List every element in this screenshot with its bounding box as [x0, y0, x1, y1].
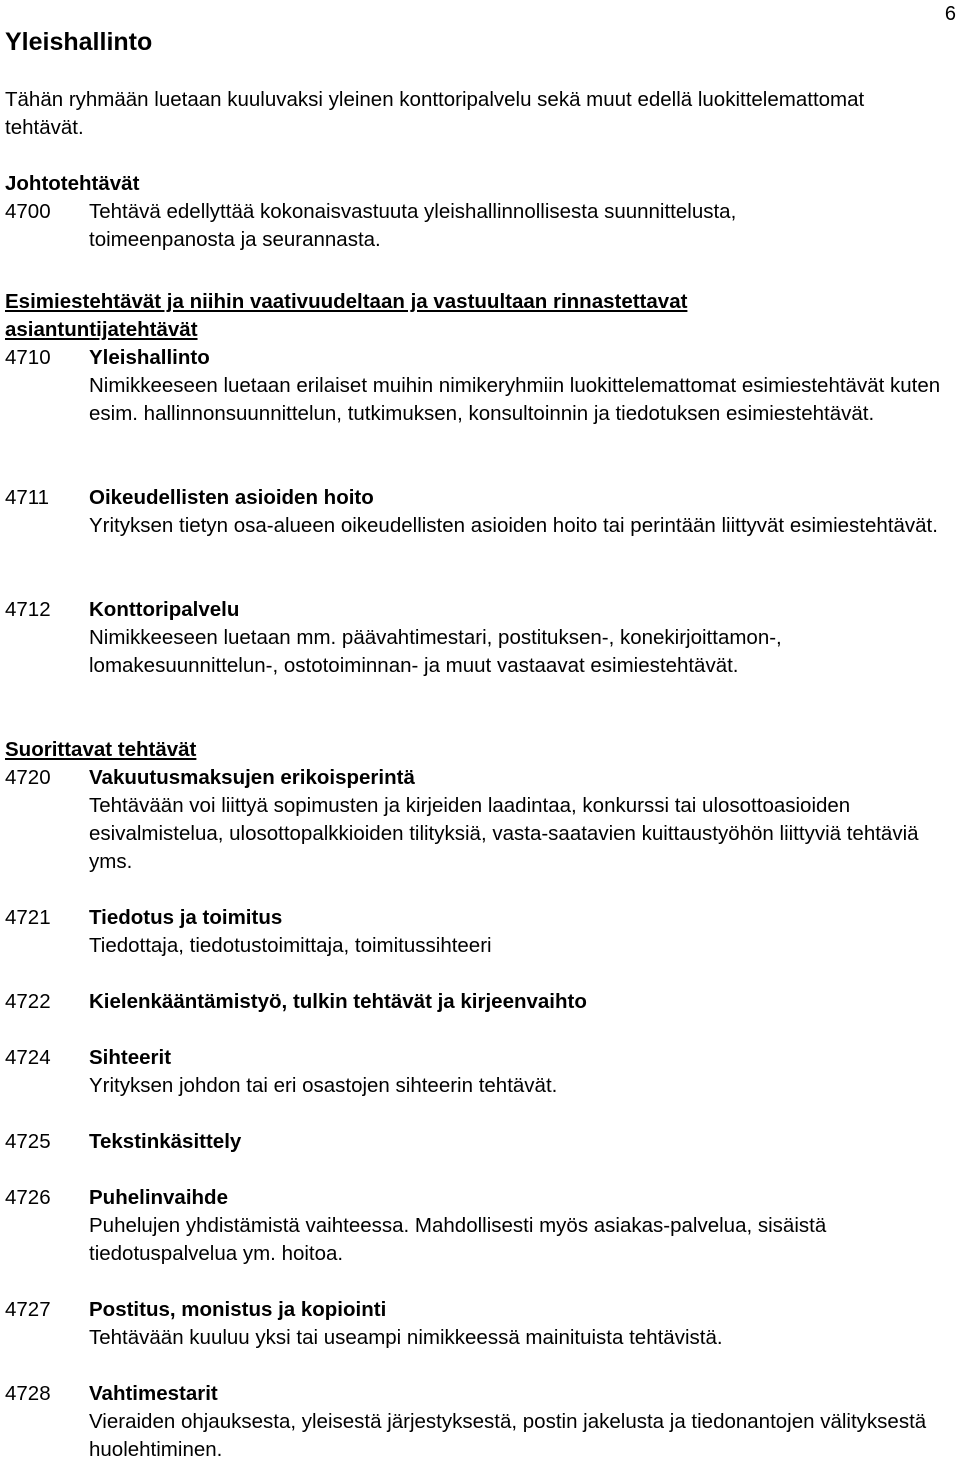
entry-title: Tekstinkäsittely — [89, 1130, 242, 1153]
entry-4724 — [5, 1044, 955, 1100]
section-supervisory-cont-1 — [5, 484, 955, 540]
entry-description: Tehtävään kuuluu yksi tai useampi nimikkeessä mainituista tehtävistä. — [89, 1326, 723, 1349]
entry-code: 4724 — [5, 1046, 51, 1069]
entry-title: Puhelinvaihde — [89, 1186, 228, 1209]
entry-title: Postitus, monistus ja kopiointi — [89, 1298, 387, 1321]
page-title: Yleishallinto — [5, 28, 153, 56]
section-operational — [5, 736, 955, 876]
entry-code: 4720 — [5, 766, 51, 789]
entry-body — [89, 988, 955, 1016]
entry-code: 4721 — [5, 906, 51, 929]
entry-title: Konttoripalvelu — [89, 598, 240, 621]
entry-body — [89, 1128, 955, 1156]
entry-title: Vakuutusmaksujen erikoisperintä — [89, 766, 415, 789]
entry-4727 — [5, 1296, 955, 1352]
entry-4700 — [5, 198, 955, 254]
entry-body — [89, 904, 955, 960]
section-heading-management: Johtotehtävät — [5, 172, 140, 195]
entry-wrap-4724 — [5, 1044, 955, 1100]
entry-description: Nimikkeeseen luetaan mm. päävahtimestari, postituksen-, konekirjoittamon-, lomakesuunnittelun-, ostotoiminnan- ja muut vastaavat esimiestehtävät. — [89, 626, 782, 677]
entry-title: Oikeudellisten asioiden hoito — [89, 486, 374, 509]
entry-code: 4722 — [5, 990, 51, 1013]
entry-title: Yleishallinto — [89, 346, 210, 369]
entry-description: Vieraiden ohjauksesta, yleisestä järjestyksestä, postin jakelusta ja tiedonantojen välityksestä huolehtiminen. — [89, 1410, 927, 1461]
entry-description: Tehtävään voi liittyä sopimusten ja kirjeiden laadintaa, konkurssi tai ulosottoasioiden esivalmistelua, ulosottopalkkioiden tilityksiä, vasta-saatavien kuittaustyöhön liittyviä tehtäviä yms. — [89, 794, 919, 873]
entry-4711 — [5, 484, 955, 540]
entry-title: Tiedotus ja toimitus — [89, 906, 283, 929]
entry-4721 — [5, 904, 955, 960]
section-heading-supervisory: Esimiestehtävät ja niihin vaativuudeltaan ja vastuultaan rinnastettavat asiantuntijatehtävät — [5, 290, 688, 341]
page-number: 6 — [944, 3, 956, 25]
entry-4728 — [5, 1380, 955, 1464]
section-management — [5, 170, 955, 254]
entry-title: Kielenkääntämistyö, tulkin tehtävät ja kirjeenvaihto — [89, 990, 587, 1013]
entry-body — [89, 1296, 955, 1352]
entry-wrap-4726 — [5, 1184, 955, 1268]
entry-code: 4712 — [5, 598, 51, 621]
section-supervisory-cont-2 — [5, 596, 955, 680]
entry-body — [89, 198, 955, 254]
entry-4722 — [5, 988, 955, 1016]
entry-wrap-4725 — [5, 1128, 955, 1156]
entry-4710 — [5, 344, 955, 428]
entry-body — [89, 764, 955, 876]
entry-body — [89, 1044, 955, 1100]
intro-paragraph: Tähän ryhmään luetaan kuuluvaksi yleinen konttoripalvelu sekä muut edellä luokittelemattomat tehtävät. — [5, 88, 865, 139]
entry-body — [89, 1380, 955, 1464]
entry-code: 4700 — [5, 200, 51, 223]
entry-4720 — [5, 764, 955, 876]
entry-description: Tiedottaja, tiedotustoimittaja, toimitussihteeri — [89, 934, 492, 957]
entry-wrap-4721 — [5, 904, 955, 960]
entry-code: 4710 — [5, 346, 51, 369]
entry-code: 4727 — [5, 1298, 51, 1321]
entry-code: 4726 — [5, 1186, 51, 1209]
entry-title: Sihteerit — [89, 1046, 172, 1069]
entry-4726 — [5, 1184, 955, 1268]
entry-body — [89, 484, 955, 540]
entry-description: Yrityksen tietyn osa-alueen oikeudellisten asioiden hoito tai perintään liittyvät esimiestehtävät. — [89, 514, 938, 537]
entry-code: 4725 — [5, 1130, 51, 1153]
entry-body — [89, 596, 955, 680]
entry-title: Vahtimestarit — [89, 1382, 218, 1405]
entry-code: 4711 — [5, 486, 50, 509]
entry-code: 4728 — [5, 1382, 51, 1405]
section-heading-operational: Suorittavat tehtävät — [5, 738, 197, 761]
entry-4725 — [5, 1128, 955, 1156]
entry-wrap-4728 — [5, 1380, 955, 1464]
entry-description: Nimikkeeseen luetaan erilaiset muihin nimikeryhmiin luokittelemattomat esimiestehtävät kuten esim. hallinnonsuunnittelun, tutkimuksen, konsultoinnin ja tiedotuksen esimiestehtävät. — [89, 374, 941, 425]
entry-wrap-4722 — [5, 988, 955, 1016]
entry-title: Tehtävä edellyttää kokonaisvastuuta yleishallinnollisesta suunnittelusta, toimeenpanosta ja seurannasta. — [89, 200, 737, 251]
entry-body — [89, 344, 955, 428]
entry-description: Yrityksen johdon tai eri osastojen sihteerin tehtävät. — [89, 1074, 558, 1097]
entry-body — [89, 1184, 955, 1268]
entry-wrap-4727 — [5, 1296, 955, 1352]
entry-description: Puhelujen yhdistämistä vaihteessa. Mahdollisesti myös asiakas-palvelua, sisäistä tiedotuspalvelua ym. hoitoa. — [89, 1214, 827, 1265]
section-supervisory — [5, 288, 955, 428]
entry-4712 — [5, 596, 955, 680]
